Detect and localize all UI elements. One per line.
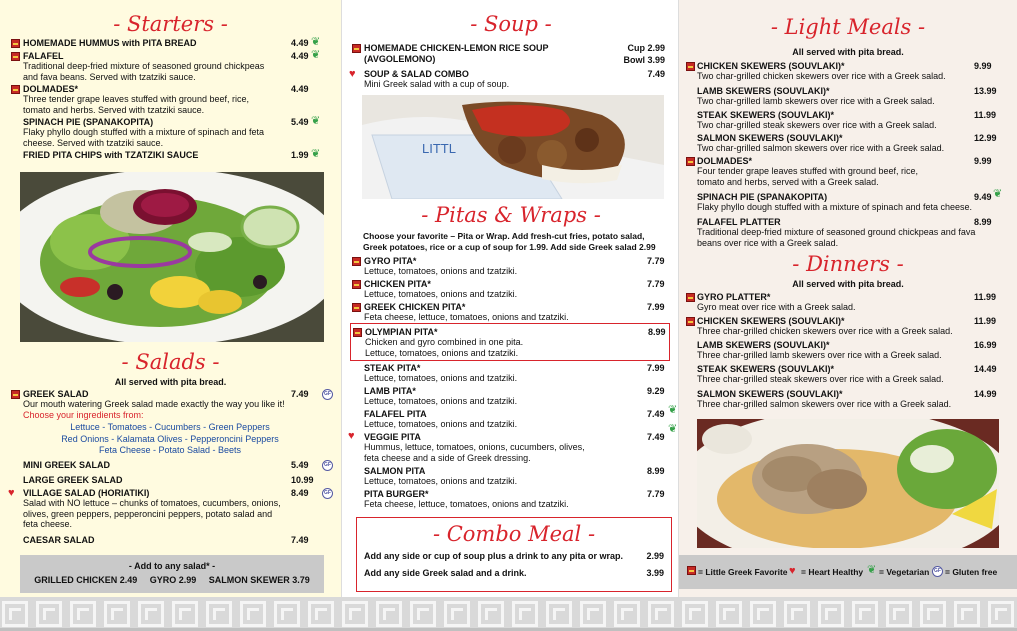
gyro-wrap-photo	[362, 95, 664, 199]
favorite-icon	[352, 303, 361, 312]
favorite-icon	[686, 157, 695, 166]
greek-key-motif	[410, 601, 436, 627]
salads-title: - Salads -	[121, 350, 220, 374]
greek-key-motif	[818, 601, 844, 627]
menu-item: STEAK SKEWERS (SOUVLAKI)* Two char-grilled steak skewers over rice with a Greek salad. 11.99	[697, 110, 997, 130]
favorite-icon	[11, 390, 20, 399]
menu-item: CHICKEN PITA* Lettuce, tomatoes, onions and tzatziki. 7.79	[352, 279, 672, 300]
soup-title: - Soup -	[470, 12, 552, 36]
menu-item: LAMB PITA* Lettuce, tomatoes, onions and tzatziki. 9.29	[364, 386, 665, 406]
greek-key-motif	[920, 601, 946, 627]
greek-key-motif	[512, 601, 538, 627]
favorite-icon	[11, 52, 20, 61]
favorite-icon	[353, 328, 362, 337]
vegetarian-icon: ❦	[993, 188, 1003, 200]
vegetarian-icon: ❦	[311, 115, 321, 127]
menu-item: CAESAR SALAD 7.49	[23, 535, 309, 545]
menu-item: SPINACH PIE (SPANAKOPITA) Flaky phyllo dough stuffed with a mixture of spinach and feta cheese. Served with tzatziki sauce. 5.49 ❦	[23, 115, 321, 148]
menu-item: MINI GREEK SALAD 5.49 GF	[11, 460, 336, 470]
vegetarian-icon: ❦	[867, 564, 877, 576]
greek-salad-photo	[20, 172, 324, 342]
soup-pitas-panel: - Soup - HOMEMADE CHICKEN-LEMON RICE SOUP (AVGOLEMONO) Cup 2.99 Bowl 3.99 ♥ SOUP & SALAD COMBO Mini Greek salad with a cup of soup. 7.49 LITTL - Pitas & Wraps - Choose your favorite – Pita or Wrap. Add fresh-cut fries, potato salad, Greek potatoes, rice or a cup of soup for 1.99. Add side Greek salad 2.99 GYRO PITA* Lettuce, tomatoes, onions and tzatziki. 7.79 CHICKEN PITA* Lettuce, tomatoes, onions and tzatziki. 7.79 GREEK CHICKEN PITA* Feta cheese, lettuce, tomatoes, onions and tzatziki. 7.99 OLYMPIAN PITA* Chicken and gyro combined in one pita. Lettuce, tomatoes, onions and tzatziki. 8.99 STEAK PITA* Lettuce, tomatoes, onions and tzatziki. 7.99 LAMB PITA* Lettuce, tomatoes, onions and tzatziki. 9.29 FALAFEL PITA Lettuce, tomatoes, onions and tzatziki. 7.49 ❦ ♥ VEGGIE PITA Hummus, lettuce, tomatoes, onions, cucumbers, olives, feta cheese and a side of Greek dressing. 7.49 ❦ SALMON PITA Lettuce, tomatoes, onions and tzatziki. 8.99 PITA BURGER* Feta cheese, lettuce, tomatoes, onions and tzatziki. 7.79 - Combo Meal - Add any side or cup of soup plus a drink to any pita or wrap. 2.99 Add any side Greek salad and a drink. 3.99	[341, 0, 679, 597]
menu-item: LAMB SKEWERS (SOUVLAKI)* Two char-grilled lamb skewers over rice with a Greek salad. 13.99	[697, 86, 997, 106]
menu-item: LAMB SKEWERS (SOUVLAKI)* Three char-grilled lamb skewers over rice with a Greek salad. 16.99	[697, 340, 997, 360]
vegetarian-icon: ❦	[311, 148, 321, 160]
greek-key-motif	[886, 601, 912, 627]
menu-item: FRIED PITA CHIPS with TZATZIKI SAUCE 1.99 ❦	[23, 148, 321, 160]
menu-item: GYRO PLATTER* Gyro meat over rice with a Greek salad. 11.99	[686, 292, 1011, 313]
favorite-icon	[686, 317, 695, 326]
menu-item: CHICKEN SKEWERS (SOUVLAKI)* Three char-grilled chicken skewers over rice with a Greek salad. 11.99	[686, 316, 1011, 337]
greek-key-motif	[70, 601, 96, 627]
greek-key-motif	[36, 601, 62, 627]
greek-key-motif	[716, 601, 742, 627]
menu-item: HOMEMADE HUMMUS with PITA BREAD 4.49 ❦	[11, 38, 331, 48]
dinners-title: - Dinners -	[792, 252, 904, 276]
menu-item: FALAFEL Traditional deep-fried mixture of seasoned ground chickpeas and fava beans. Served with tzatziki sauce. 4.49 ❦	[11, 51, 331, 82]
menu-item: LARGE GREEK SALAD 10.99	[23, 475, 314, 485]
greek-key-motif	[206, 601, 232, 627]
menu-item: ♥ SOUP & SALAD COMBO Mini Greek salad with a cup of soup. 7.49	[349, 68, 665, 89]
greek-key-motif	[546, 601, 572, 627]
starters-salads-panel: - Starters - HOMEMADE HUMMUS with PITA BREAD 4.49 ❦ FALAFEL Traditional deep-fried mixture of seasoned ground chickpeas and fava beans. Served with tzatziki sauce. 4.49 ❦ DOLMADES* Three tender grape leaves stuffed with ground beef, rice, tomato and herbs. Served with tzatziki sauce. 4.49 SPINACH PIE (SPANAKOPITA) Flaky phyllo dough stuffed with a mixture of spinach and feta cheese. Served with tzatziki sauce. 5.49 ❦ FRIED PITA CHIPS with TZATZIKI SAUCE 1.99 ❦ - Salads - All served with pita bread. GREEK SALAD Our mouth watering Greek salad made exactly the way you like it! Choose your ingredients from: 7.49 GF Lettuce - Tomatoes - Cucumbers - Green Peppers Red Onions - Kalamata Olives - Pepperoncini Peppers Feta Cheese - Potato Salad - Beets MINI GREEK SALAD 5.49 GF LARGE GREEK SALAD 10.99 ♥ VILLAGE SALAD (HORIATIKI) Salad with NO lettuce – chunks of tomatoes, cucumbers, onions, olives, green peppers, pepperoncini peppers, potato salad and feta cheese. 8.49 GF CAESAR SALAD 7.49 - Add to any salad* - GRILLED CHICKEN 2.49 GYRO 2.99 SALMON SKEWER 3.79	[0, 0, 341, 597]
menu-item: CHICKEN SKEWERS (SOUVLAKI)* Two char-grilled chicken skewers over rice with a Greek salad. 9.99	[686, 61, 1011, 82]
pitas-title: - Pitas & Wraps -	[421, 203, 601, 227]
heart-healthy-icon: ♥	[348, 430, 355, 442]
greek-key-motif	[376, 601, 402, 627]
gluten-free-icon: GF	[322, 389, 333, 400]
menu-item: SALMON SKEWERS (SOUVLAKI)* Three char-grilled salmon skewers over rice with a Greek salad. 14.99	[697, 389, 997, 409]
heart-healthy-icon: ♥	[349, 68, 356, 80]
greek-key-motif	[240, 601, 266, 627]
greek-key-motif	[172, 601, 198, 627]
greek-key-motif	[138, 601, 164, 627]
greek-key-motif	[104, 601, 130, 627]
greek-key-border	[0, 597, 1017, 631]
salad-addon-box: - Add to any salad* - GRILLED CHICKEN 2.49 GYRO 2.99 SALMON SKEWER 3.79	[20, 555, 324, 593]
favorite-icon	[686, 293, 695, 302]
gluten-free-icon: GF	[322, 488, 333, 499]
greek-key-motif	[580, 601, 606, 627]
combo-meal-box: - Combo Meal - Add any side or cup of soup plus a drink to any pita or wrap. 2.99 Add any side Greek salad and a drink. 3.99	[356, 517, 672, 592]
menu-item: ♥ VILLAGE SALAD (HORIATIKI) Salad with NO lettuce – chunks of tomatoes, cucumbers, onions, olives, green peppers, pepperoncini peppers, potato salad and feta cheese. 8.49 GF	[11, 488, 336, 530]
menu-item: SALMON PITA Lettuce, tomatoes, onions and tzatziki. 8.99	[364, 466, 665, 486]
light-meals-dinners-panel: - Light Meals - All served with pita bread. CHICKEN SKEWERS (SOUVLAKI)* Two char-grilled chicken skewers over rice with a Greek salad. 9.99 LAMB SKEWERS (SOUVLAKI)* Two char-grilled lamb skewers over rice with a Greek salad. 13.99 STEAK SKEWERS (SOUVLAKI)* Two char-grilled steak skewers over rice with a Greek salad. 11.99 SALMON SKEWERS (SOUVLAKI)* Two char-grilled salmon skewers over rice with a Greek salad. 12.99 DOLMADES* Four tender grape leaves stuffed with ground beef, rice, tomato and herbs, served with a Greek salad. 9.99 SPINACH PIE (SPANAKOPITA) Flaky phyllo dough stuffed with a mixture of spinach and feta cheese. 9.49 ❦ FALAFEL PLATTER Traditional deep-fried mixture of seasoned ground chickpeas and fava beans over rice with a Greek salad. 8.99 - Dinners - All served with pita bread. GYRO PLATTER* Gyro meat over rice with a Greek salad. 11.99 CHICKEN SKEWERS (SOUVLAKI)* Three char-grilled chicken skewers over rice with a Greek salad. 11.99 LAMB SKEWERS (SOUVLAKI)* Three char-grilled lamb skewers over rice with a Greek salad. 16.99 STEAK SKEWERS (SOUVLAKI)* Three char-grilled steak skewers over rice with a Greek salad. 14.49 SALMON SKEWERS (SOUVLAKI)* Three char-grilled salmon skewers over rice with a Greek salad. 14.99 = Little Greek Favorite ♥ = Heart Healthy ❦ = Vegetarian GF = Gluten free	[679, 0, 1017, 597]
svg-text:LITTL: LITTL	[422, 141, 456, 156]
greek-key-motif	[988, 601, 1014, 627]
greek-key-motif	[274, 601, 300, 627]
greek-key-motif	[648, 601, 674, 627]
greek-key-motif	[444, 601, 470, 627]
menu-item: GREEK CHICKEN PITA* Feta cheese, lettuce, tomatoes, onions and tzatziki. 7.99	[352, 302, 672, 323]
menu-item: GREEK SALAD Our mouth watering Greek salad made exactly the way you like it! Choose your ingredients from: 7.49 GF	[11, 389, 336, 420]
greek-key-motif	[682, 601, 708, 627]
greek-key-motif	[954, 601, 980, 627]
menu-item: DOLMADES* Four tender grape leaves stuffed with ground beef, rice, tomato and herbs, served with a Greek salad. 9.99	[686, 156, 1011, 187]
favorite-icon	[11, 85, 20, 94]
heart-healthy-icon: ♥	[8, 487, 15, 499]
gluten-free-icon: GF	[932, 566, 943, 577]
favorite-icon	[686, 62, 695, 71]
greek-key-motif	[478, 601, 504, 627]
favorite-icon	[352, 280, 361, 289]
greek-key-motif	[308, 601, 334, 627]
menu-item: SALMON SKEWERS (SOUVLAKI)* Two char-grilled salmon skewers over rice with a Greek salad. 12.99	[697, 133, 997, 153]
featured-item-box: OLYMPIAN PITA* Chicken and gyro combined in one pita. Lettuce, tomatoes, onions and tzatziki. 8.99	[350, 323, 670, 361]
starters-title: - Starters -	[113, 12, 228, 36]
light-meals-title: - Light Meals -	[770, 15, 926, 39]
menu-item: STEAK PITA* Lettuce, tomatoes, onions and tzatziki. 7.99	[364, 363, 665, 383]
menu-item: FALAFEL PITA Lettuce, tomatoes, onions and tzatziki. 7.49 ❦	[364, 404, 678, 429]
menu-item: PITA BURGER* Feta cheese, lettuce, tomatoes, onions and tzatziki. 7.79	[364, 489, 665, 509]
greek-key-motif	[852, 601, 878, 627]
menu-item: STEAK SKEWERS (SOUVLAKI)* Three char-grilled steak skewers over rice with a Greek salad. 14.49	[697, 364, 997, 384]
menu-item: ♥ VEGGIE PITA Hummus, lettuce, tomatoes, onions, cucumbers, olives, feta cheese and a side of Greek dressing. 7.49 ❦	[348, 423, 678, 463]
favorite-icon	[11, 39, 20, 48]
gluten-free-icon: GF	[322, 460, 333, 471]
greek-key-motif	[614, 601, 640, 627]
menu-item: FALAFEL PLATTER Traditional deep-fried mixture of seasoned ground chickpeas and fava beans over rice with a Greek salad. 8.99	[697, 217, 992, 248]
menu-item: GYRO PITA* Lettuce, tomatoes, onions and tzatziki. 7.79	[352, 256, 672, 277]
greek-key-motif	[750, 601, 776, 627]
menu-item: HOMEMADE CHICKEN-LEMON RICE SOUP (AVGOLEMONO) Cup 2.99 Bowl 3.99	[352, 43, 672, 64]
favorite-icon	[352, 44, 361, 53]
vegetarian-icon: ❦	[311, 36, 321, 48]
greek-key-motif	[2, 601, 28, 627]
chicken-platter-photo	[697, 419, 999, 548]
menu-item: SPINACH PIE (SPANAKOPITA) Flaky phyllo dough stuffed with a mixture of spinach and feta cheese. 9.49 ❦	[697, 188, 1003, 212]
menu-item: DOLMADES* Three tender grape leaves stuffed with ground beef, rice, tomato and herbs. Served with tzatziki sauce. 4.49	[11, 84, 331, 115]
vegetarian-icon: ❦	[668, 404, 678, 416]
greek-key-motif	[784, 601, 810, 627]
favorite-icon	[687, 566, 696, 575]
heart-healthy-icon: ♥	[789, 565, 796, 577]
salads-subtitle: All served with pita bread.	[114, 377, 227, 387]
vegetarian-icon: ❦	[668, 423, 678, 435]
greek-key-motif	[342, 601, 368, 627]
combo-title: - Combo Meal -	[432, 522, 596, 546]
favorite-icon	[352, 257, 361, 266]
vegetarian-icon: ❦	[311, 49, 321, 61]
legend-bar: = Little Greek Favorite ♥ = Heart Healthy ❦ = Vegetarian GF = Gluten free	[679, 555, 1017, 589]
